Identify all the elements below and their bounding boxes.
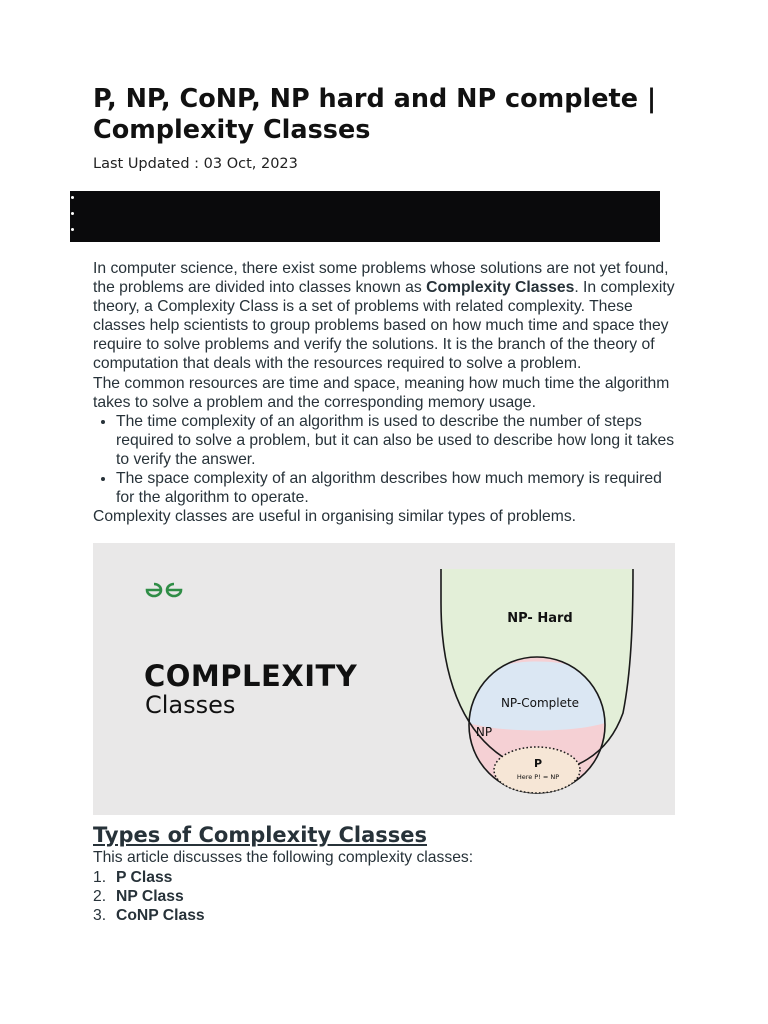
bullet-dot [71, 212, 74, 215]
bullet-dot [71, 228, 74, 231]
gfg-logo-icon [144, 581, 184, 599]
class-name: NP Class [116, 888, 184, 906]
resource-list [93, 412, 678, 507]
media-placeholder-bar [70, 191, 660, 242]
list-item: 1. P Class [93, 869, 173, 886]
class-name: P Class [116, 869, 173, 886]
resources-paragraph: The common resources are time and space, meaning how much time the algorithm takes to solve a problem and the corresponding memory usage. [93, 374, 670, 411]
np-hard-label: NP- Hard [507, 611, 573, 626]
last-updated: Last Updated : 03 Oct, 2023 [93, 156, 298, 172]
list-item: • The space complexity of an algorithm describes how much memory is required for the algorithm to operate. [116, 469, 678, 507]
list-item: 3. CoNP Class [93, 907, 205, 925]
p-label: P [533, 757, 543, 770]
list-item: • The time complexity of an algorithm is used to describe the number of steps required to solve a problem, but it can also be used to describe how long it takes to verify the answer. [116, 412, 678, 469]
complexity-classes-list [93, 868, 205, 925]
section-intro: This article discusses the following complexity classes: [93, 849, 474, 866]
complexity-classes-figure [93, 543, 675, 815]
article-body [93, 259, 678, 526]
figure-subtitle: Classes [145, 691, 236, 719]
class-name: CoNP Class [116, 907, 205, 925]
article-title: P, NP, CoNP, NP hard and NP complete | Complexity Classes [93, 84, 657, 145]
np-label: NP [475, 725, 493, 739]
bullet-dot [71, 196, 74, 199]
venn-diagram [433, 543, 675, 815]
usefulness-paragraph: Complexity classes are useful in organising similar types of problems. [93, 508, 577, 526]
figure-title: COMPLEXITY [144, 659, 358, 693]
intro-paragraph: In computer science, there exist some problems whose solutions are not yet found, the problems are divided into classes known as Complexity Classes. In complexity theory, a Complexity Class is a set of problems with related complexity. These classes help scientists to group problems based on how much time and space they require to solve problems and verify the solutions. It is the branch of the theory of computation that deals with the resources required to solve a problem. [93, 260, 675, 373]
complexity-classes-term: Complexity Classes [426, 279, 575, 297]
p-np-note: Here P! = NP [516, 773, 560, 781]
list-item: 2. NP Class [93, 888, 184, 906]
np-complete-label: NP-Complete [500, 696, 580, 710]
section-heading: Types of Complexity Classes [93, 823, 427, 847]
p-region [494, 747, 580, 793]
